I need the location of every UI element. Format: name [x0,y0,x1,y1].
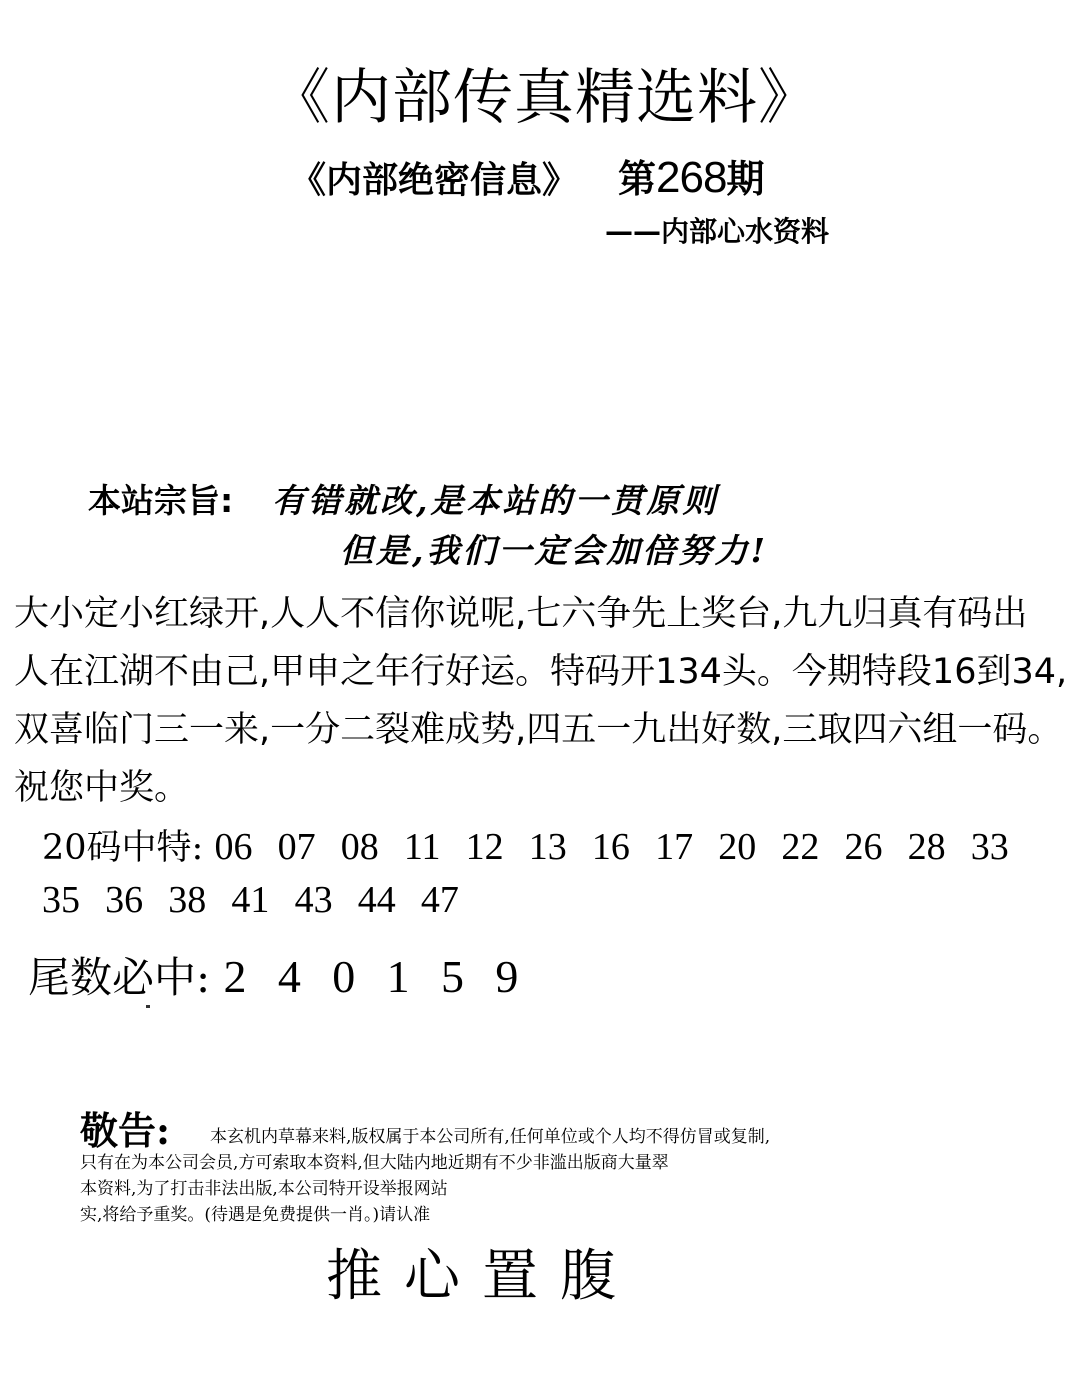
tail-digit: 1 [386,951,410,1002]
pick-number: 07 [277,826,316,868]
pick-number: 38 [168,879,207,921]
subtitle: 《内部绝密信息》 [290,160,579,201]
notice-line-4: 实,将给予重奖。(待遇是免费提供一肖。)请认准 [80,1205,431,1225]
poem-line: 祝您中奖。 [14,768,190,808]
tail-digits-row [28,945,536,1005]
poem-line: 大小定小红绿开,人人不信你说呢,七六争先上奖台,九九归真有码出 [14,594,1028,634]
pick-number: 44 [357,879,396,921]
source-note: ——内部心水资料 [605,215,830,248]
notice-line-2: 只有在为本公司会员,方可索取本资料,但大陆内地近期有不少非滥出版商大量翠 [80,1153,669,1173]
pick-number: 13 [528,826,567,868]
picks-label: 20码中特: [42,828,204,868]
pick-number: 33 [970,826,1009,868]
notice-label: 敬告: [80,1108,171,1153]
motto-line-1: 有错就改,是本站的一贯原则 [272,481,719,520]
pick-number: 35 [42,879,80,921]
motto-label: 本站宗旨: [88,481,234,520]
pick-number: 47 [420,879,459,921]
pick-number: 41 [231,879,270,921]
issue-suffix: 期 [726,157,765,201]
notice-line-3: 本资料,为了打击非法出版,本公司特开设举报网站 [80,1179,448,1199]
pick-number: 11 [403,826,441,868]
scan-speck [146,1005,150,1008]
issue-number [618,148,764,203]
pick-number: 20 [718,826,757,868]
poem-line: 双喜临门三一来,一分二裂难成势,四五一九出好数,三取四六组一码。 [14,710,1063,750]
pick-number: 36 [105,879,144,921]
poem-line: 人在江湖不由己,甲申之年行好运。特码开134头。今期特段16到34, [14,652,1067,692]
tail-digit: 2 [223,951,247,1002]
tail-digit: 0 [332,951,356,1002]
tail-digit: 9 [495,951,519,1002]
issue-prefix: 第 [618,157,657,201]
page-title: 《内部传真精选料》 [270,63,819,133]
picks-row-2 [42,878,473,922]
pick-number: 26 [844,826,883,868]
issue-value: 268 [656,153,727,202]
notice-line-1: 本玄机内草幕来料,版权属于本公司所有,任何单位或个人均不得仿冒或复制, [210,1127,771,1147]
pick-number: 17 [655,826,694,868]
prediction-poem [14,585,1067,817]
picks-row-1 [42,820,1023,870]
motto-line-2: 但是,我们一定会加倍努力! [340,531,768,570]
pick-number: 43 [294,879,333,921]
pick-number: 08 [340,826,379,868]
tail-label: 尾数必中: [28,953,211,1002]
pick-number: 28 [907,826,946,868]
tail-digit: 4 [277,951,301,1002]
tail-digit: 5 [440,951,464,1002]
pick-number: 06 [214,826,253,868]
closing-slogan: 推心置腹 [326,1244,638,1309]
pick-number: 16 [591,826,630,868]
pick-number: 12 [465,826,504,868]
pick-number: 22 [781,826,820,868]
